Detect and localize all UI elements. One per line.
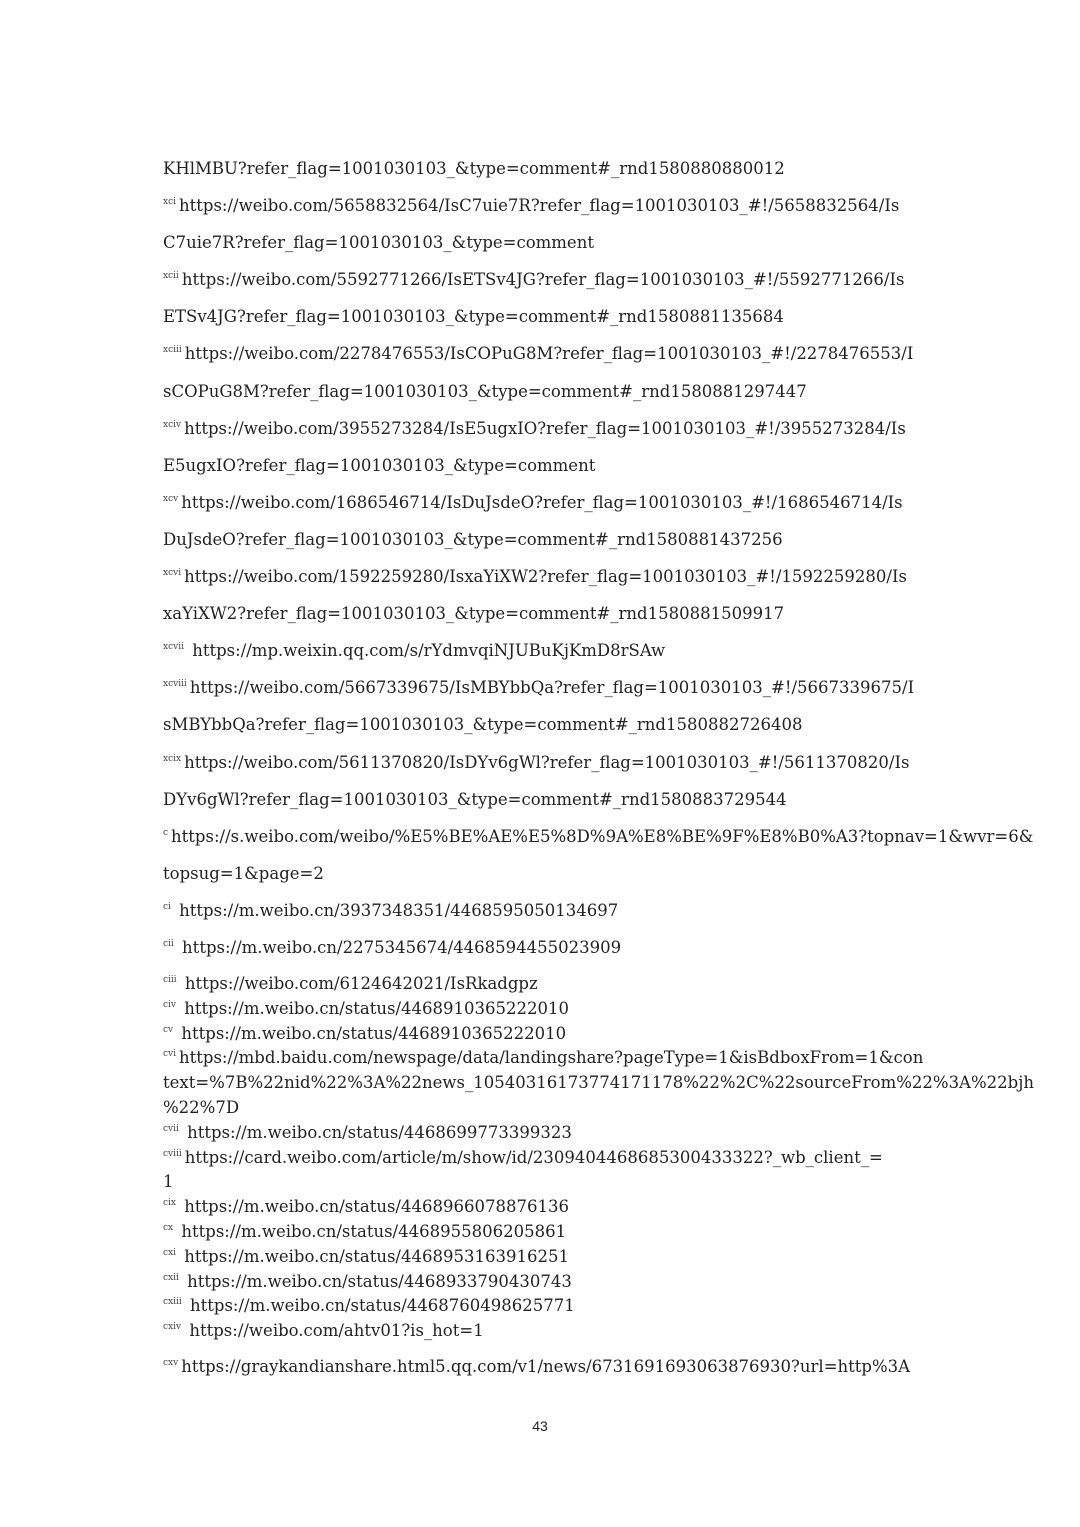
note-text: E5ugxIO?refer_flag=1001030103_&type=comment [163, 455, 596, 475]
note-line [163, 1355, 923, 1380]
note-line [163, 1146, 923, 1171]
note-line [163, 150, 923, 187]
note-marker: ci [163, 901, 171, 912]
note-text: https://m.weibo.cn/status/4468953163916251 [179, 1246, 569, 1266]
note-marker: xcv [163, 493, 179, 504]
note-line [163, 335, 923, 372]
note-text: 1 [163, 1172, 174, 1192]
note-marker: cxi [163, 1247, 176, 1258]
note-line [163, 892, 923, 929]
note-line [163, 187, 923, 224]
note-line [163, 484, 923, 521]
note-text: https://m.weibo.cn/status/4468760498625771 [184, 1296, 575, 1316]
note-line [163, 669, 923, 706]
note-text: https://m.weibo.cn/status/4468933790430743 [181, 1271, 572, 1291]
note-line [163, 818, 1034, 855]
note-text: https://weibo.com/6124642021/IsRkadgpz [179, 974, 538, 994]
endnotes-list [163, 150, 1034, 1380]
note-line [163, 447, 923, 484]
note-marker: civ [163, 999, 177, 1010]
note-line [163, 373, 923, 410]
note-text: https://weibo.com/1592259280/IsxaYiXW2?refer_flag=1001030103_#!/1592259280/Is [184, 567, 907, 587]
note-marker: cxv [163, 1358, 179, 1369]
note-marker: xcviii [163, 679, 187, 690]
note-text: text=%7B%22nid%22%3A%22news_10540316173774171178%22%2C%22sourceFrom%22%3A%22bjh [163, 1073, 1034, 1093]
note-line [163, 521, 923, 558]
note-line [163, 1245, 923, 1270]
note-line [163, 1022, 923, 1047]
note-marker: cvi [163, 1049, 177, 1060]
note-text: https://weibo.com/5658832564/IsC7uie7R?refer_flag=1001030103_#!/5658832564/Is [179, 196, 900, 216]
note-marker: cv [163, 1024, 174, 1035]
note-text: https://weibo.com/5611370820/IsDYv6gWl?refer_flag=1001030103_#!/5611370820/Is [184, 752, 910, 772]
note-text: https://m.weibo.cn/2275345674/4468594455023909 [176, 937, 622, 957]
note-line [163, 1294, 923, 1319]
note-line [163, 706, 923, 743]
note-text: https://card.weibo.com/article/m/show/id/2309404468685300433322?_wb_client_= [184, 1147, 883, 1167]
note-line [163, 929, 923, 966]
note-text: https://m.weibo.cn/status/4468955806205861 [176, 1222, 567, 1242]
note-marker: xciv [163, 419, 182, 430]
note-line [163, 1319, 923, 1344]
note-text: https://weibo.com/ahtv01?is_hot=1 [184, 1321, 484, 1341]
note-marker: xcix [163, 753, 182, 764]
note-text: https://graykandianshare.html5.qq.com/v1/news/6731691693063876930?url=http%3A [181, 1357, 911, 1377]
note-line [163, 1195, 923, 1220]
note-marker: xcvii [163, 642, 184, 653]
note-marker: cxii [163, 1272, 179, 1283]
note-marker: cx [163, 1223, 174, 1234]
note-text: https://mbd.baidu.com/newspage/data/landingshare?pageType=1&isBdboxFrom=1&con [179, 1048, 924, 1068]
note-line [163, 595, 923, 632]
note-line [163, 997, 923, 1022]
note-line [163, 1096, 923, 1121]
note-text: topsug=1&page=2 [163, 863, 324, 883]
note-line [163, 744, 923, 781]
note-text: %22%7D [163, 1098, 240, 1118]
note-text: https://weibo.com/3955273284/IsE5ugxIO?refer_flag=1001030103_#!/3955273284/Is [184, 418, 906, 438]
note-line [163, 781, 923, 818]
note-line [163, 261, 923, 298]
note-line [163, 855, 923, 892]
note-marker: xci [163, 197, 176, 208]
note-text: https://m.weibo.cn/3937348351/4468595050134697 [173, 900, 619, 920]
note-marker: cviii [163, 1148, 182, 1159]
note-line [163, 410, 923, 447]
note-marker: c [163, 827, 169, 838]
note-text: sMBYbbQa?refer_flag=1001030103_&type=comment#_rnd1580882726408 [163, 715, 803, 735]
note-marker: xciii [163, 345, 182, 356]
note-line [163, 1046, 923, 1071]
note-marker: cxiv [163, 1322, 182, 1333]
note-line [163, 972, 923, 997]
note-text: KHlMBU?refer_flag=1001030103_&type=comment#_rnd1580880880012 [163, 159, 785, 178]
note-text: https://m.weibo.cn/status/4468910365222010 [179, 998, 569, 1018]
note-line [163, 224, 923, 261]
note-text: https://m.weibo.cn/status/4468699773399323 [181, 1122, 572, 1142]
note-text: https://weibo.com/5592771266/IsETSv4JG?refer_flag=1001030103_#!/5592771266/Is [181, 270, 905, 290]
note-line [163, 558, 923, 595]
note-line [163, 1071, 1034, 1096]
page-number: 43 [532, 1418, 548, 1434]
note-text: C7uie7R?refer_flag=1001030103_&type=comment [163, 233, 594, 253]
note-line [163, 632, 923, 669]
note-text: DYv6gWl?refer_flag=1001030103_&type=comment#_rnd1580883729544 [163, 789, 787, 809]
note-line [163, 1170, 923, 1195]
note-text: https://weibo.com/5667339675/IsMBYbbQa?refer_flag=1001030103_#!/5667339675/I [189, 678, 915, 698]
note-marker: cii [163, 938, 174, 949]
note-text: https://m.weibo.cn/status/4468910365222010 [176, 1023, 567, 1043]
note-line [163, 1270, 923, 1295]
note-text: https://m.weibo.cn/status/4468966078876136 [179, 1197, 569, 1217]
note-marker: ciii [163, 975, 177, 986]
note-text: https://s.weibo.com/weibo/%E5%BE%AE%E5%8D%9A%E8%BE%9F%E8%B0%A3?topnav=1&wvr=6& [171, 826, 1034, 846]
note-text: https://weibo.com/1686546714/IsDuJsdeO?refer_flag=1001030103_#!/1686546714/Is [181, 492, 903, 512]
note-marker: xcvi [163, 568, 182, 579]
note-marker: xcii [163, 271, 179, 282]
note-marker: cxiii [163, 1297, 182, 1308]
note-marker: cvii [163, 1123, 179, 1134]
note-line [163, 298, 923, 335]
note-marker: cix [163, 1198, 176, 1209]
note-text: sCOPuG8M?refer_flag=1001030103_&type=comment#_rnd1580881297447 [163, 381, 807, 401]
note-text: xaYiXW2?refer_flag=1001030103_&type=comment#_rnd1580881509917 [163, 604, 785, 624]
note-line [163, 1121, 923, 1146]
note-text: https://weibo.com/2278476553/IsCOPuG8M?refer_flag=1001030103_#!/2278476553/I [184, 344, 914, 364]
note-line [163, 1220, 923, 1245]
note-text: https://mp.weixin.qq.com/s/rYdmvqiNJUBuKjKmD8rSAw [186, 641, 666, 661]
note-text: DuJsdeO?refer_flag=1001030103_&type=comment#_rnd1580881437256 [163, 529, 783, 549]
note-text: ETSv4JG?refer_flag=1001030103_&type=comment#_rnd1580881135684 [163, 307, 784, 327]
